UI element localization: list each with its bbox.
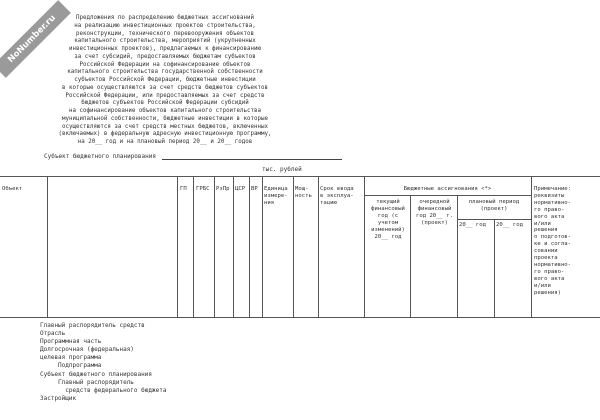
budget-table bbox=[0, 176, 600, 318]
list-item: Программная часть bbox=[40, 338, 102, 346]
header-term: Срок ввода в эксплуа- тацию bbox=[320, 186, 354, 206]
subject-underline bbox=[162, 159, 342, 160]
document-title: Предложения по распределению бюджетных ассигнований на реализацию инвестиционных проектов строительства, реконструкции, технического перевооружения объектов капитального строительства, мероприятий (укрупненных инвестиционных проектов), предлагаемых к финансированию за счет субсидий, предоставляемых бюджетам субъектов Российской Федерации на софинансирование объектов капитального строительства государственной собственности субъектов Российской Федерации, бюджетные инвестиции в которые осуществляются за счет средств бюджетов субъектов Российской Федерации, или предоставляемых за счет средств бюджетов субъектов Российской Федерации субсидий на софинансирование объектов капитального строительства муниципальной собственности, бюджетные инвестиции в которые осуществляются за счет средств местных бюджетов, включенных (включаемых) в федеральную адресную инвестиционную программу, на 20__ год и на плановый период 20__ и 20__ годов bbox=[58, 15, 272, 145]
header-capacity: Мощ- ность bbox=[295, 186, 312, 199]
col-divider bbox=[457, 195, 458, 318]
header-unit: Единица измере- ния bbox=[264, 186, 288, 206]
units-label: тыс. рублей bbox=[262, 166, 302, 173]
header-rzpr: РзПр bbox=[216, 186, 230, 192]
header-current-year: текущий финансовый год (с учетом изменений) 20__ год bbox=[371, 199, 405, 240]
col-divider bbox=[193, 176, 194, 318]
bottom-list bbox=[40, 322, 166, 403]
col-divider bbox=[494, 219, 495, 318]
header-plan-year-2: 20__ год bbox=[496, 222, 523, 228]
header-object: Объект bbox=[2, 186, 23, 192]
header-grbs: ГРБС bbox=[196, 186, 210, 192]
col-divider bbox=[177, 176, 178, 318]
col-divider bbox=[214, 176, 215, 318]
list-item: Главный распорядитель bbox=[40, 378, 134, 386]
list-item: Отрасль bbox=[40, 330, 66, 338]
budget-group-line bbox=[364, 195, 531, 196]
list-item: Субъект бюджетного планирования bbox=[40, 370, 152, 378]
list-item: Главный распорядитель средств bbox=[40, 322, 145, 329]
subject-label: Субъект бюджетного планирования bbox=[44, 153, 156, 160]
table-bottom-border bbox=[0, 317, 600, 318]
col-divider bbox=[410, 195, 411, 318]
col-divider bbox=[249, 176, 250, 318]
col-divider bbox=[262, 176, 263, 318]
header-plan-year-1: 20__ год bbox=[459, 222, 486, 228]
col-divider bbox=[364, 176, 365, 318]
list-item: Застройщик bbox=[40, 394, 77, 402]
header-next-year: очередной финансовый год 20__ г. (проект) bbox=[415, 199, 454, 226]
subject-line bbox=[44, 153, 156, 160]
header-vr: ВР bbox=[251, 186, 258, 192]
header-csr: ЦСР bbox=[235, 186, 246, 192]
col-divider bbox=[293, 176, 294, 318]
list-item: целевая программа bbox=[40, 354, 102, 362]
header-budget: Бюджетные ассигнования <*> bbox=[403, 186, 492, 192]
col-divider bbox=[233, 176, 234, 318]
list-item: средств федерального бюджета bbox=[40, 386, 167, 394]
col-divider bbox=[47, 176, 48, 318]
list-item: Долгосрочная (федеральная) bbox=[40, 346, 134, 354]
header-notes: Примечание: реквизиты нормативно- го право- вого акта и/или решения о подготов- ке и согла- совании проекта нормативно- го право- вого акта и/или решения) bbox=[534, 186, 572, 296]
col-divider bbox=[318, 176, 319, 318]
list-item: Подпрограмма bbox=[40, 362, 102, 370]
watermark: NoNumber.ru bbox=[0, 0, 71, 78]
table-top-border bbox=[0, 176, 600, 177]
header-gp: ГП bbox=[180, 186, 187, 192]
header-plan-period: плановый период (проект) bbox=[468, 199, 520, 212]
col-divider bbox=[531, 176, 532, 318]
